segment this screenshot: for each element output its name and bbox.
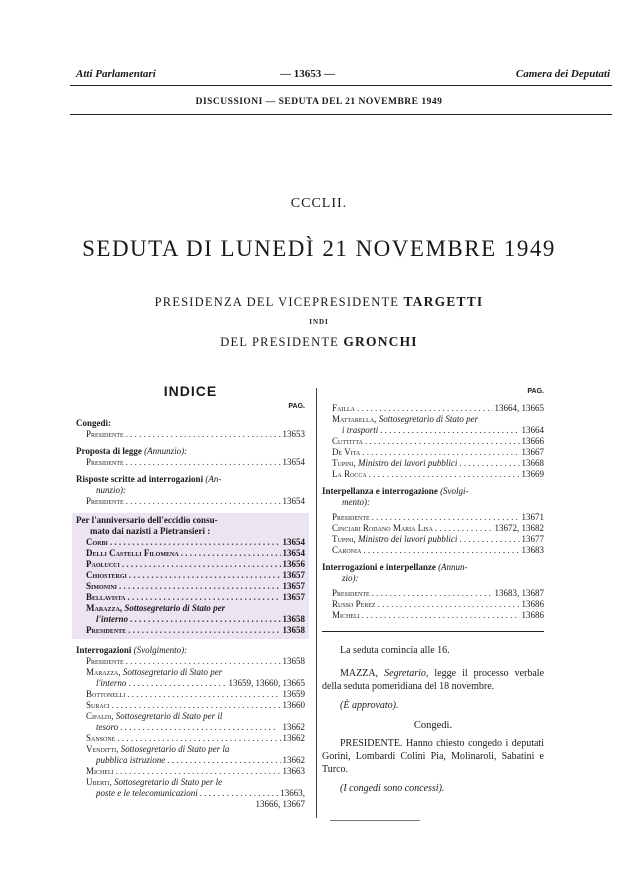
index-entry: La Rocca . . . 13669 (322, 469, 544, 480)
indi-label: INDI (309, 318, 329, 326)
index-entry-marazza: Marazza, Sottosegretario di Stato per (86, 667, 223, 677)
index-entry: Presidente . . . 13658 (76, 625, 305, 636)
index-entry: Bottonelli . . . 13659 (76, 689, 305, 700)
index-entry-continuation: pubblica istruzione . . . 13662 (76, 755, 305, 766)
index-entry-continuation: i trasporti . . . 13664 (322, 425, 544, 436)
sitting-number: CCCLII. (290, 196, 348, 211)
index-entry: Cinciari Rodano Maria Lisa . . . 13672, 13682 (322, 523, 544, 534)
index-entry: Presidente . . . 13658 (76, 656, 305, 667)
presidency-1-name: TARGETTI (403, 294, 484, 309)
presidency-line-2 (0, 334, 638, 350)
highlighted-section-anniversario (72, 513, 309, 639)
index-entry: Micheli . . . 13663 (76, 766, 305, 777)
presidente-paragraph: PRESIDENTE. Hanno chiesto congedo i deputati Gorini, Lombardi Colini Pia, Molinaroli, Sabatini e Turco. (322, 738, 544, 775)
index-entry: Cuttitta . . . 13666 (322, 436, 544, 447)
index-entry: Presidente . . . 13683, 13687 (322, 588, 544, 599)
index-entry: Presidente . . . 13671 (322, 512, 544, 523)
congedi-title: Congedi. (413, 720, 453, 731)
index-entry: Failla . . . 13664, 13665 (322, 403, 544, 414)
presidency-line-1 (0, 294, 638, 310)
index-heading-congedi: Congedi: (76, 418, 112, 428)
index-entry-continuation: poste e le telecomunicazioni . . . 13663, (76, 788, 305, 799)
index-entry: Sansone . . . 13662 (76, 733, 305, 744)
index-heading-continuation: zio): (342, 573, 359, 583)
mazza-paragraph: MAZZA, Segretario, legge il processo verbale della seduta pomeridiana del 18 novembre. (322, 668, 545, 692)
index-entry-uberti: Uberti, Sottosegretario di Stato per le (86, 777, 223, 787)
pag-label-right: PAG. (527, 388, 544, 395)
index-entry: Delli Castelli Filomena . . . 13654 (76, 548, 305, 559)
index-heading-interrogazioni: Interrogazioni (Svolgimento): (76, 645, 188, 655)
column-divider (316, 388, 317, 818)
running-header-left: Atti Parlamentari (76, 68, 156, 80)
index-entry: Presidente . . . 13653 (76, 429, 305, 440)
index-entry: Paolucci . . . 13656 (76, 559, 305, 570)
index-entry-continuation: tesoro . . . 13662 (76, 722, 305, 733)
concessi-note: (I congedi sono concessi). (340, 783, 445, 794)
presidency-2-name: GRONCHI (343, 334, 418, 349)
index-right-column (322, 386, 544, 795)
section-divider (322, 631, 544, 632)
index-entry: Caronia . . . 13683 (322, 545, 544, 556)
header-rule (70, 85, 612, 86)
index-entry-continuation: l'interno . . . 13659, 13660, 13665 (76, 678, 305, 689)
index-entry-mattarella: Mattarella, Sottosegretario di Stato per (332, 414, 479, 424)
index-heading-continuation: nunzio): (96, 485, 126, 495)
index-entry: Russo Perez . . . 13686 (322, 599, 544, 610)
pag-label: PAG. (288, 403, 305, 410)
index-entry: Presidente . . . 13654 (76, 496, 305, 507)
page-title: SEDUTA DI LUNEDÌ 21 NOVEMBRE 1949 (82, 236, 556, 261)
index-entry-cifaldi: Cifaldi, Sottosegretario di Stato per il (86, 711, 223, 721)
running-header-right: Camera dei Deputati (515, 68, 610, 80)
index-entry: Corbi . . . 13654 (76, 537, 305, 548)
index-heading-proposta: Proposta di legge (Annunzio): (76, 446, 188, 456)
index-title: INDICE (163, 383, 218, 399)
session-start: La seduta comincia alle 16. (340, 645, 450, 656)
index-entry: Simonini . . . 13657 (76, 581, 305, 592)
index-heading-anniversario-cont: mato dai nazisti a Pietransieri : (90, 526, 211, 536)
index-entry: Chiostergi . . . 13657 (76, 570, 305, 581)
index-entry-marazza: Marazza, Sottosegretario di Stato per (86, 603, 226, 613)
session-subheader: DISCUSSIONI — SEDUTA DEL 21 NOVEMBRE 1949 (195, 97, 443, 107)
approved-note: (È approvato). (340, 700, 399, 711)
index-entry-tupini: Tupini, Ministro dei lavori pubblici . . . 13677 (322, 534, 544, 545)
index-left-column (76, 383, 305, 810)
index-entry: Presidente . . . 13654 (76, 457, 305, 468)
index-heading-risposte: Risposte scritte ad interrogazioni (An- (76, 474, 222, 484)
index-entry: De Vita . . . 13667 (322, 447, 544, 458)
subheader-rule (70, 114, 612, 115)
index-heading-interrogazioni-interpellanze: Interrogazioni e interpellanze (Annun- (322, 562, 468, 572)
index-entry-venditti: Venditti, Sottosegretario di Stato per la (86, 744, 230, 754)
index-entry: Micheli . . . 13686 (322, 610, 544, 621)
bottom-rule (330, 820, 420, 821)
index-heading-interpellanza: Interpellanza e interrogazione (Svolgi- (322, 486, 469, 496)
index-entry: Suraci . . . 13660 (76, 700, 305, 711)
page-number: — 13653 — (280, 68, 335, 80)
index-heading-anniversario: Per l'anniversario dell'eccidio consu- (76, 515, 218, 525)
index-entry-continuation: 13666, 13667 (255, 799, 305, 809)
index-heading-continuation: mento): (342, 497, 370, 507)
index-entry-continuation: l'interno . . . 13658 (76, 614, 305, 625)
index-entry: Bellavista . . . 13657 (76, 592, 305, 603)
presidency-1-prefix: PRESIDENZA DEL VICEPRESIDENTE (154, 295, 400, 309)
presidency-2-prefix: DEL PRESIDENTE (220, 335, 340, 349)
index-entry-tupini: Tupini, Ministro dei lavori pubblici . . . 13668 (322, 458, 544, 469)
